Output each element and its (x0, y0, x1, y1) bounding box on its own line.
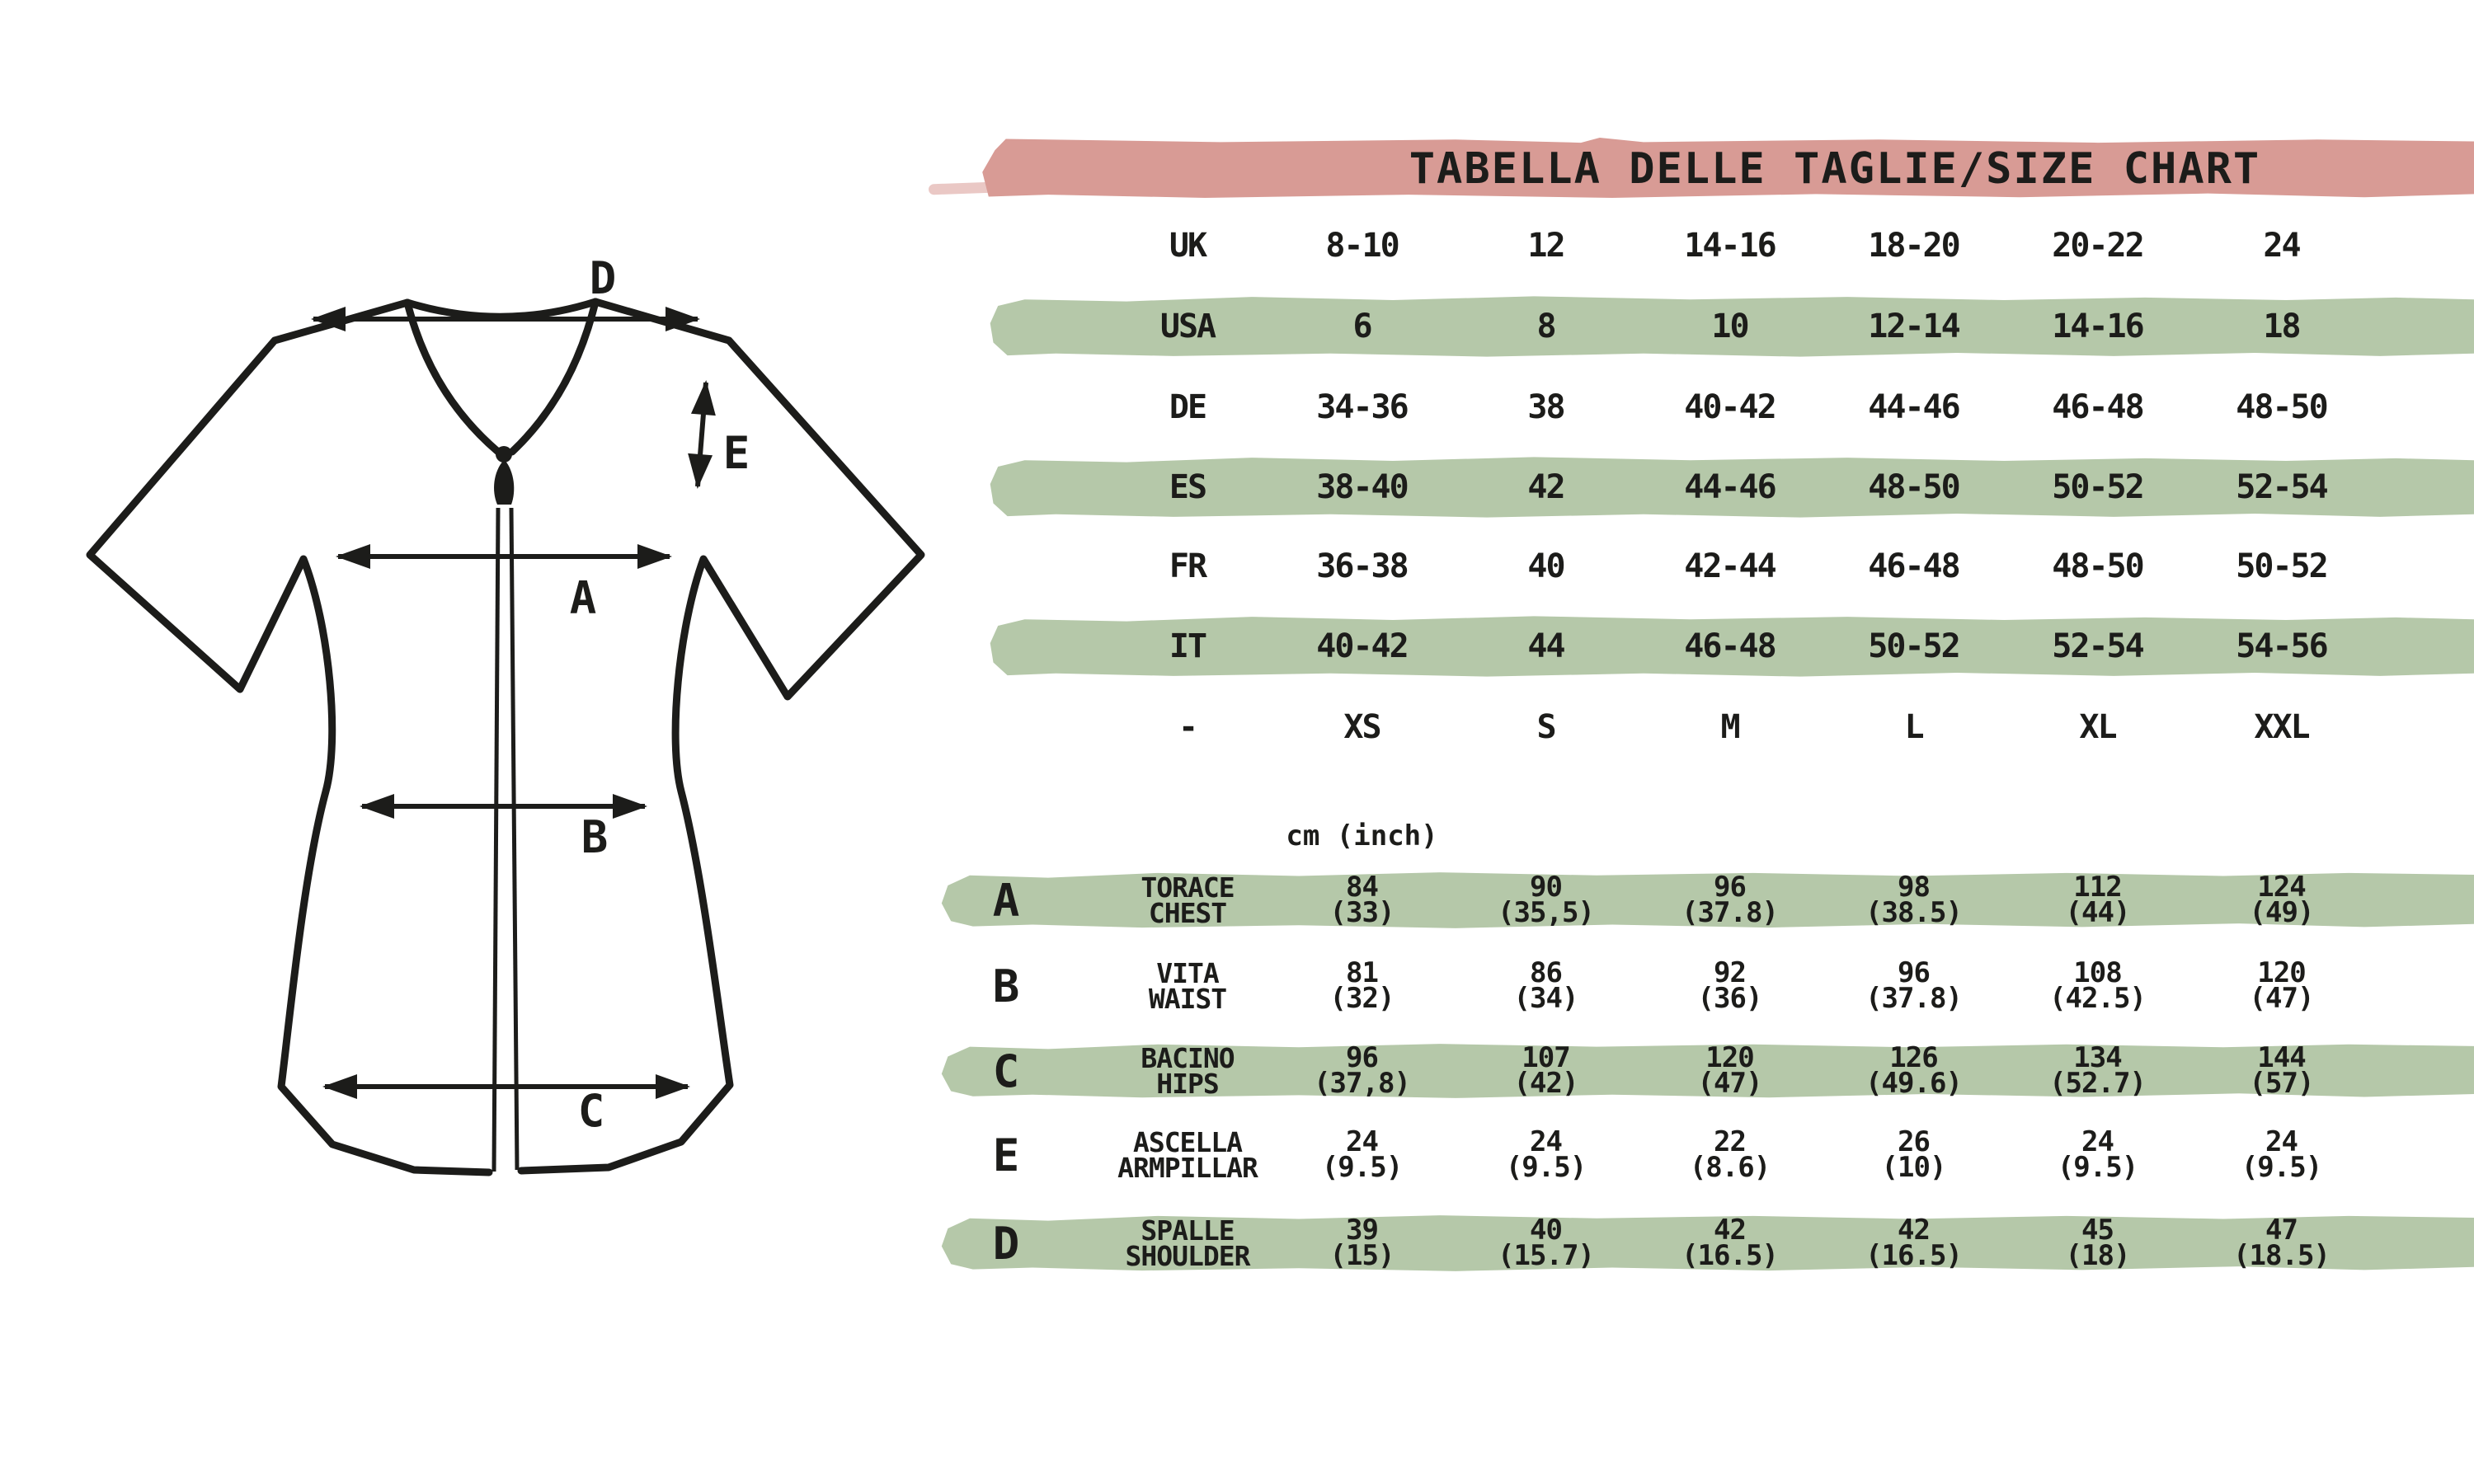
garment-diagram (0, 0, 990, 1286)
size-cell: 46-48 (2052, 388, 2143, 426)
size-cell: 54-56 (2236, 627, 2327, 665)
measurement-letter: B (992, 960, 1020, 1012)
measurement-cell: 24 (9.5) (2057, 1125, 2138, 1184)
measurement-cell: 22 (8.6) (1689, 1125, 1771, 1184)
measurement-cell: 42 (16.5) (1681, 1214, 1778, 1272)
measurement-cell: 112 (44) (2065, 871, 2130, 929)
vneck-right-edge (512, 302, 595, 452)
measurement-cell: 84 (33) (1329, 871, 1395, 929)
measurement-cell: 42 (16.5) (1865, 1214, 1962, 1272)
size-row-label: FR (1169, 547, 1206, 585)
size-cell: 48-50 (2052, 547, 2143, 585)
measurement-letter: A (992, 874, 1020, 927)
size-row-international (907, 702, 2474, 752)
measurement-letter: E (992, 1129, 1020, 1181)
size-cell: 50-52 (2052, 468, 2143, 506)
size-cell: 12 (1527, 227, 1564, 265)
garment-drawing (0, 0, 990, 1286)
size-cell: XXL (2254, 708, 2309, 746)
size-cell: 18 (2263, 308, 2300, 345)
size-cell: 40-42 (1316, 627, 1408, 665)
size-row-de (907, 383, 2474, 432)
size-cell: 12-14 (1868, 308, 1959, 345)
measurement-name: SPALLE SHOULDER (1125, 1214, 1250, 1272)
size-cell: 40 (1527, 547, 1564, 585)
size-cell: 6 (1352, 308, 1371, 345)
size-cell: 14-16 (1684, 227, 1776, 265)
size-cell: 48-50 (2236, 388, 2327, 426)
measurement-name: VITA WAIST (1148, 957, 1227, 1015)
measurement-cell: 39 (15) (1329, 1214, 1395, 1272)
zipper-track-right (511, 508, 517, 1170)
measurement-cell: 24 (9.5) (2241, 1125, 2322, 1184)
measurement-row-armpit (907, 1126, 2474, 1184)
size-row-it (907, 614, 2474, 679)
measurement-cell: 126 (49.6) (1865, 1041, 1962, 1100)
size-row-uk (907, 221, 2474, 270)
size-cell: 52-54 (2236, 468, 2327, 506)
size-cell: 38-40 (1316, 468, 1408, 506)
measurement-letter: D (992, 1217, 1020, 1270)
measurement-row-chest (907, 871, 2474, 930)
size-cell: 46-48 (1868, 547, 1959, 585)
size-cell: 18-20 (1868, 227, 1959, 265)
size-cell: 8-10 (1325, 227, 1399, 265)
measurement-name: BACINO HIPS (1141, 1042, 1235, 1100)
size-row-label: ES (1169, 468, 1206, 506)
size-cell: 24 (2263, 227, 2300, 265)
measurement-cell: 120 (47) (1697, 1041, 1762, 1100)
measurement-cell: 96 (37,8) (1314, 1041, 1410, 1100)
measurement-name: TORACE CHEST (1141, 871, 1235, 929)
zipper-pull (494, 460, 514, 505)
zipper-track-left (494, 508, 498, 1172)
size-cell: 46-48 (1684, 627, 1776, 665)
measurement-cell: 108 (42.5) (2049, 956, 2146, 1015)
size-cell: 50-52 (1868, 627, 1959, 665)
size-cell: 50-52 (2236, 547, 2327, 585)
measurement-cell: 96 (37.8) (1681, 871, 1778, 929)
size-cell: 34-36 (1316, 388, 1408, 426)
diagram-label-d: D (589, 252, 617, 304)
table-title: TABELLA DELLE TAGLIE/SIZE CHART (1409, 144, 2261, 194)
measurement-cell: 47 (18.5) (2233, 1214, 2330, 1272)
size-cell: 44-46 (1684, 468, 1776, 506)
unit-note: cm (inch) (1286, 819, 1438, 852)
measurement-cell: 120 (47) (2249, 956, 2314, 1015)
measurement-cell: 40 (15.7) (1498, 1214, 1594, 1272)
garment-outline (90, 302, 921, 1172)
measurement-cell: 124 (49) (2249, 871, 2314, 929)
measurement-row-hips (907, 1042, 2474, 1100)
size-cell: 42-44 (1684, 547, 1776, 585)
diagram-label-b: B (581, 811, 609, 863)
measurement-cell: 90 (35,5) (1498, 871, 1594, 929)
size-cell: 36-38 (1316, 547, 1408, 585)
size-cell: XS (1343, 708, 1380, 746)
measurement-row-shoulder (907, 1214, 2474, 1273)
measurement-cell: 24 (9.5) (1505, 1125, 1587, 1184)
size-cell: 52-54 (2052, 627, 2143, 665)
measurement-name: ASCELLA ARMPILLAR (1117, 1126, 1258, 1184)
size-cell: 44 (1527, 627, 1564, 665)
size-cell: 40-42 (1684, 388, 1776, 426)
measurement-cell: 96 (37.8) (1865, 956, 1962, 1015)
size-cell: 20-22 (2052, 227, 2143, 265)
size-cell: M (1720, 708, 1739, 746)
size-row-label: IT (1169, 627, 1206, 665)
measurement-row-waist (907, 957, 2474, 1015)
size-row-label: USA (1159, 308, 1216, 345)
measurement-cell: 98 (38.5) (1865, 871, 1962, 929)
size-cell: L (1904, 708, 1923, 746)
size-cell: S (1536, 708, 1555, 746)
measurement-cell: 134 (52.7) (2049, 1041, 2146, 1100)
size-cell: 14-16 (2052, 308, 2143, 345)
size-cell: 10 (1711, 308, 1748, 345)
diagram-label-e: E (722, 427, 750, 479)
measurement-cell: 45 (18) (2065, 1214, 2130, 1272)
measurement-cell: 92 (36) (1697, 956, 1762, 1015)
size-cell: 42 (1527, 468, 1564, 506)
arrow-armpit-e (698, 383, 706, 486)
size-row-usa (907, 294, 2474, 359)
measurement-cell: 107 (42) (1513, 1041, 1578, 1100)
diagram-label-c: C (577, 1085, 605, 1137)
measurement-cell: 81 (32) (1329, 956, 1395, 1015)
size-cell: XL (2079, 708, 2116, 746)
measurement-letter: C (992, 1045, 1020, 1097)
vneck-left-edge (407, 303, 498, 452)
measurement-cell: 26 (10) (1881, 1125, 1946, 1184)
size-row-label: DE (1169, 388, 1206, 426)
size-cell: 38 (1527, 388, 1564, 426)
size-cell: 48-50 (1868, 468, 1959, 506)
diagram-label-a: A (569, 572, 597, 624)
size-cell: 44-46 (1868, 388, 1959, 426)
table-title-bar (907, 138, 2474, 200)
size-row-es (907, 455, 2474, 519)
size-row-label: UK (1169, 227, 1206, 265)
size-row-label: - (1178, 708, 1197, 746)
measurement-cell: 86 (34) (1513, 956, 1578, 1015)
measurement-cell: 144 (57) (2249, 1041, 2314, 1100)
size-row-fr (907, 542, 2474, 591)
measurement-cell: 24 (9.5) (1321, 1125, 1403, 1184)
size-cell: 8 (1536, 308, 1555, 345)
